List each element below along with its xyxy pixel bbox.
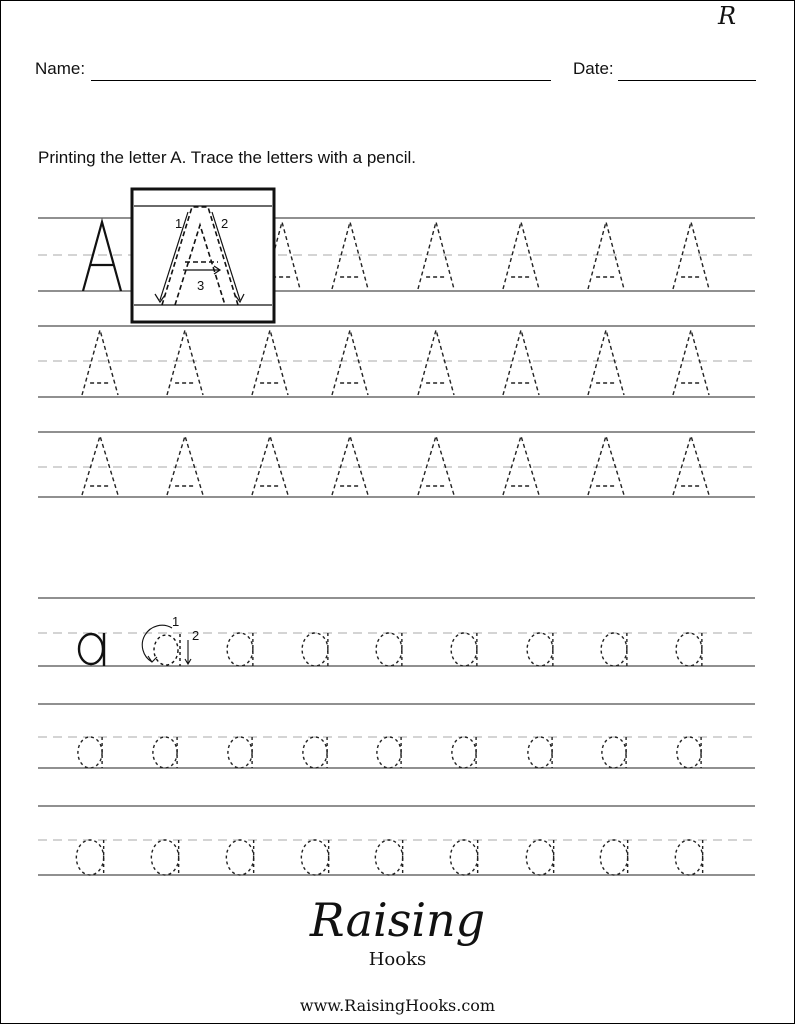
traceable-lowercase-a <box>76 840 103 875</box>
traceable-uppercase-a <box>252 436 288 495</box>
traceable-lowercase-a <box>377 737 401 768</box>
stroke-order-box <box>132 189 274 322</box>
model-lowercase-a-bowl <box>79 634 103 664</box>
traceable-uppercase-a <box>418 330 454 395</box>
corner-logo: R <box>718 2 737 30</box>
traceable-uppercase-a <box>673 330 709 395</box>
traceable-uppercase-a <box>588 436 624 495</box>
traceable-lowercase-a <box>302 633 328 666</box>
traceable-lowercase-a <box>78 737 102 768</box>
traceable-uppercase-a <box>167 436 203 495</box>
lowercase-stroke-number-2: 2 <box>192 628 200 643</box>
traceable-uppercase-a <box>82 330 118 395</box>
traceable-lowercase-a <box>452 737 476 768</box>
traceable-lowercase-a <box>153 737 177 768</box>
traceable-lowercase-a <box>375 840 402 875</box>
traceable-lowercase-a <box>301 840 328 875</box>
date-label: Date: <box>573 59 614 78</box>
traceable-lowercase-a <box>450 840 477 875</box>
traceable-uppercase-a <box>82 436 118 495</box>
traceable-uppercase-a <box>503 330 539 395</box>
instructions-text: Printing the letter A. Trace the letters with a pencil. <box>38 148 416 167</box>
traceable-lowercase-a <box>226 840 253 875</box>
traceable-lowercase-a <box>602 737 626 768</box>
stroke-number-1: 1 <box>175 216 183 231</box>
traceable-uppercase-a <box>332 436 368 495</box>
lowercase-stroke-1-arrow <box>142 625 172 662</box>
footer-subtitle: Hooks <box>368 949 427 970</box>
traceable-lowercase-a <box>675 840 702 875</box>
traceable-lowercase-a <box>527 633 553 666</box>
traceable-lowercase-a <box>528 737 552 768</box>
traceable-lowercase-a <box>676 633 702 666</box>
lowercase-stroke-number-1: 1 <box>172 614 180 629</box>
traceable-lowercase-a <box>151 840 178 875</box>
lowercase-guide-bowl <box>154 635 178 665</box>
lowercase-stroke-2-arrow <box>185 640 191 664</box>
traceable-uppercase-a <box>588 330 624 395</box>
traceable-lowercase-a <box>228 737 252 768</box>
traceable-lowercase-a <box>526 840 553 875</box>
traceable-uppercase-a <box>332 330 368 395</box>
stroke-number-3: 3 <box>197 278 205 293</box>
footer-brand: Raising <box>309 893 486 947</box>
traceable-uppercase-a <box>503 436 539 495</box>
traceable-lowercase-a <box>451 633 477 666</box>
traceable-lowercase-a <box>600 840 627 875</box>
traceable-lowercase-a <box>303 737 327 768</box>
stroke-number-2: 2 <box>221 216 229 231</box>
traceable-uppercase-a <box>252 330 288 395</box>
name-label: Name: <box>35 59 86 78</box>
traceable-lowercase-a <box>677 737 701 768</box>
traceable-uppercase-a <box>673 436 709 495</box>
traceable-uppercase-a <box>418 436 454 495</box>
traceable-lowercase-a <box>601 633 627 666</box>
model-uppercase-a <box>83 222 121 291</box>
traceable-lowercase-a <box>227 633 253 666</box>
footer-url: www.RaisingHooks.com <box>299 996 496 1015</box>
traceable-lowercase-a <box>376 633 402 666</box>
traceable-uppercase-a <box>167 330 203 395</box>
traceable-uppercase-a <box>332 222 368 289</box>
